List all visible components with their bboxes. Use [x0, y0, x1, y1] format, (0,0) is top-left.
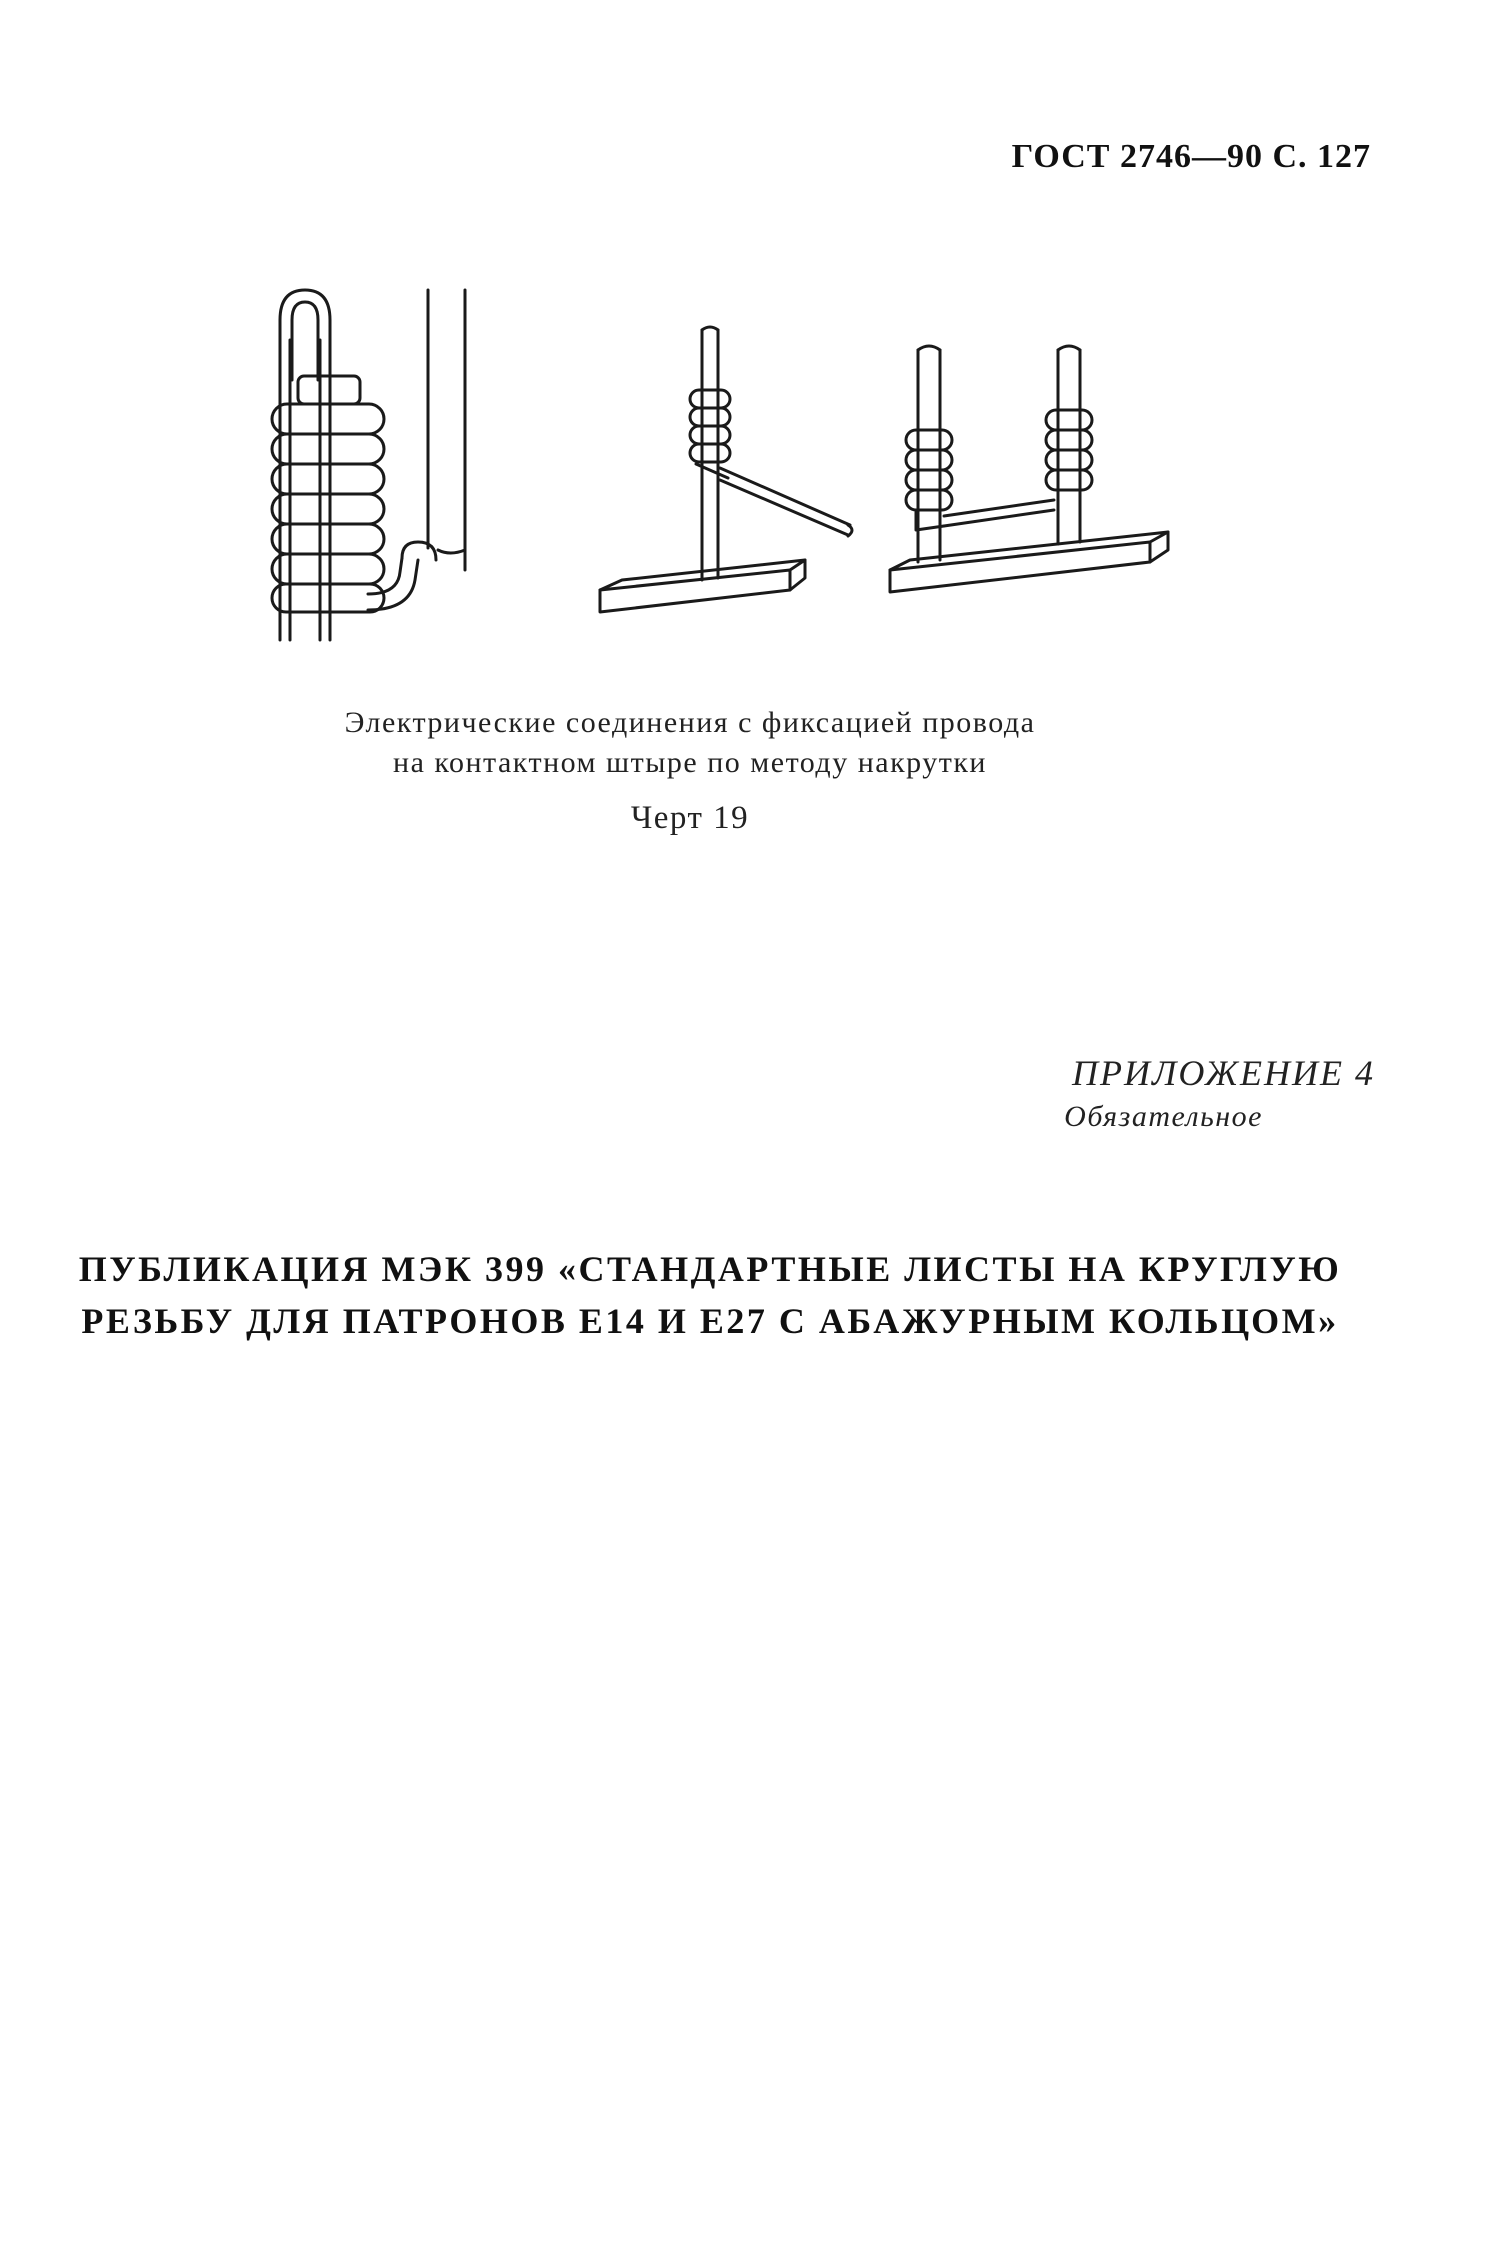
wire-wrap-figure: [250, 280, 1190, 660]
single-post-wrap: [600, 327, 852, 612]
running-head: ГОСТ 2746—90 С. 127: [1011, 138, 1371, 175]
wrapped-post-closeup: [272, 290, 465, 640]
figure-caption-line-2: на контактном штыре по методу накрутки: [393, 746, 987, 779]
two-post-wrap: [890, 346, 1168, 592]
figure-number: Черт 19: [630, 800, 750, 836]
appendix-label: ПРИЛОЖЕНИЕ 4: [1072, 1053, 1375, 1093]
figure-caption-line-1: Электрические соединения с фиксацией провода: [344, 706, 1036, 739]
appendix-status: Обязательное: [1064, 1100, 1263, 1133]
section-title-line-1: ПУБЛИКАЦИЯ МЭК 399 «СТАНДАРТНЫЕ ЛИСТЫ НА КРУГЛУЮ: [78, 1249, 1342, 1289]
section-title-line-2: РЕЗЬБУ ДЛЯ ПАТРОНОВ Е14 И Е27 С АБАЖУРНЫМ КОЛЬЦОМ»: [81, 1301, 1339, 1341]
